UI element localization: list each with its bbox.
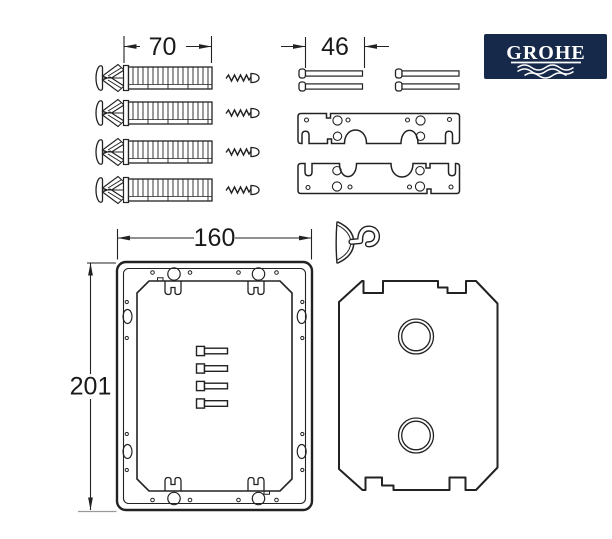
wall-plug-icon (96, 139, 212, 166)
fixing-bolt-icon (197, 399, 228, 408)
flat-screws-group (299, 69, 459, 91)
logo-wordmark: GROHE (506, 42, 586, 64)
dimension-70 (124, 33, 212, 63)
pan-screw-icon (226, 74, 259, 83)
wall-plug-icon (96, 65, 212, 92)
pan-screws-group (226, 74, 259, 195)
fixing-bolt-icon (197, 381, 228, 390)
mounting-rail (298, 114, 460, 144)
arrow-left-icon (365, 44, 378, 49)
cover-plate-outline (339, 281, 498, 490)
suction-hook-icon (336, 222, 377, 264)
fixing-bolt-icon (197, 364, 228, 373)
dimension-201 (70, 263, 117, 512)
wall-plug-icon (96, 177, 212, 204)
flat-screw-icon (396, 69, 460, 78)
fixing-bolt-icon (197, 346, 228, 355)
pan-screw-icon (226, 148, 259, 157)
dim-46-label: 46 (321, 33, 349, 61)
dimension-46 (281, 33, 389, 68)
wall-plugs-group (96, 65, 212, 204)
pan-screw-icon (226, 186, 259, 195)
arrow-right-icon (299, 236, 312, 241)
flat-screw-icon (299, 69, 363, 78)
arrow-right-icon (293, 44, 306, 49)
arrow-left-icon (118, 236, 131, 241)
dim-201-label: 201 (69, 372, 112, 401)
mounting-frame (117, 262, 312, 510)
arrow-right-icon (199, 44, 212, 49)
grohe-logo (484, 34, 607, 79)
dim-160-label: 160 (193, 224, 236, 252)
wall-plug-icon (96, 100, 212, 127)
mounting-rail (298, 164, 460, 194)
flat-screw-icon (396, 82, 460, 91)
dimension-160 (118, 224, 312, 260)
arrow-down-icon (88, 498, 93, 511)
pan-screw-icon (226, 109, 259, 118)
arrow-up-icon (88, 263, 93, 276)
dim-70-label: 70 (148, 33, 177, 61)
flat-screw-icon (299, 82, 363, 91)
cover-plate (339, 281, 498, 490)
mounting-rails-group (298, 114, 460, 194)
arrow-left-icon (124, 44, 137, 49)
